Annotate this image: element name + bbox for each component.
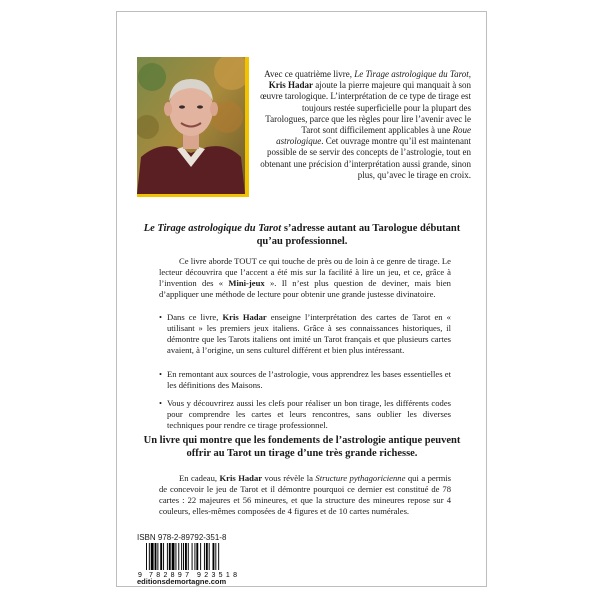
barcode-bar (169, 543, 171, 570)
barcode-digits-left: 782897 (149, 572, 189, 578)
bullet-2 (159, 369, 451, 391)
author-photo (137, 57, 245, 194)
barcode-bar (175, 543, 176, 570)
bullet-1-text-1: Dans ce livre, (167, 312, 223, 322)
barcode-bar (151, 543, 154, 570)
bullet-dot: • (159, 369, 163, 379)
paragraph-2-text-2: vous révèle la (262, 473, 316, 483)
bullet-dot: • (159, 398, 163, 408)
intro-text-3: ajoute la pierre majeure qui manquait à son œuvre tarologique. L’interprétation de ce type de tirage est toujours restée superficielle pour la plupart des Tarologues, parce que les règles pour lire l’avenir avec le Tarot sont difficilement applicables à une (260, 80, 471, 136)
isbn: ISBN 978-2-89792-351-8 (137, 533, 227, 542)
barcode-bar (215, 543, 216, 570)
barcode-bar (183, 543, 184, 570)
barcode-bar (155, 543, 157, 570)
barcode-bar (146, 543, 147, 570)
intro-text (259, 69, 471, 181)
paragraph-2-structure: Structure pythagoricienne (315, 473, 406, 483)
intro-book-title: Le Tirage astrologique du Tarot (354, 69, 469, 79)
paragraph-2-author-name: Kris Hadar (219, 473, 263, 483)
headline-1-title: Le Tirage astrologique du Tarot (143, 223, 282, 234)
barcode-bar (185, 543, 187, 570)
barcode-bar (218, 543, 219, 570)
paragraph-1-text-2: ». Il n’est plus question de deviner, mais bien d’appliquer une méthode de lecture pour obtenir une grande justesse divinatoire. (159, 278, 451, 299)
paragraph-1-mini-jeux: Mini-jeux (228, 278, 265, 288)
bullet-3-text: Vous y découvrirez aussi les clefs pour réaliser un bon tirage, les différents codes pour comprendre les cartes et leurs rencontres, sans oublier les diverses techniques pour rendre ce tirage professionnel. (167, 398, 451, 430)
barcode-digit-first: 9 (138, 572, 142, 578)
barcode-bar (163, 543, 164, 570)
bullet-1-text (167, 312, 451, 356)
intro-author-name: Kris Hadar (268, 80, 314, 91)
paragraph-2-text-3: qui a permis de concevoir le jeu de Tarot et il démontre pourquoi ce dernier est constitué de 78 cartes : 22 majeures et 56 mineures, et que la structure des mineures repose sur 4 couleurs, elles-mêmes composées de 4 figures et de 10 cartes numérales. (159, 473, 451, 516)
barcode-bar (160, 543, 162, 570)
headline-1-text: s’adresse autant au Tarologue débutant qu’au professionnel. (256, 223, 461, 247)
barcode-bar (206, 543, 208, 570)
barcode-bar (157, 543, 158, 570)
barcode-bar (149, 543, 150, 570)
barcode-bar (188, 543, 189, 570)
paragraph-1 (159, 256, 451, 300)
intro-text-2: , (468, 69, 471, 79)
barcode-digits-right: 923518 (197, 572, 237, 578)
barcode-bar (181, 543, 182, 570)
barcode-bar (204, 543, 205, 570)
back-cover (116, 11, 487, 587)
headline-1 (137, 223, 467, 248)
barcode-bar (200, 543, 201, 570)
intro-text-4: . Cet ouvrage montre qu’il est maintenant possible de se servir des concepts de l’astrologie, tout en obtenant une précision d’interprétation aussi grande, sinon plus, qu’avec le tirage en croix. (260, 136, 471, 180)
paragraph-1-text-1: Ce livre aborde TOUT ce qui touche de près ou de loin à ce genre de tirage. Le lecteur découvrira que l’accent a été mis sur la facilité à lire un jeu, et ce, grâce à l’invention des « (159, 256, 451, 288)
barcode-bar (178, 543, 179, 570)
publisher-website: editionsdemortagne.com (137, 577, 227, 586)
paragraph-2 (159, 473, 451, 517)
barcode-bar (194, 543, 195, 570)
author-photo-frame (137, 57, 249, 197)
headline-2: Un livre qui montre que les fondements de l’astrologie antique peuvent offrir au Tarot un tirage d’une très grande richesse. (143, 435, 461, 459)
barcode-bar (167, 543, 168, 570)
bullet-1-text-2: enseigne l’interprétation des cartes de Tarot en « utilisant » les premiers jeux italiens. Grâce à ses connaissances historiques, il démontre que les Tarots italiens ont imité un Tarot français et que plusieurs cartes avaient, à l’origine, un sens culturel différent et bien plus intéressant. (167, 312, 451, 355)
barcode-bar (172, 543, 175, 570)
barcode-bar (209, 543, 210, 570)
intro-text-1: Avec ce quatrième livre, (264, 69, 355, 79)
paragraph-2-text-1: En cadeau, (179, 473, 220, 483)
bullet-1 (159, 312, 451, 356)
barcode-bar (196, 543, 198, 570)
bullet-2-text: En remontant aux sources de l’astrologie, vous apprendrez les bases essentielles et les définitions des Maisons. (167, 369, 451, 390)
barcode-bar (213, 543, 215, 570)
barcode-bar (192, 543, 193, 570)
author-portrait-image (137, 57, 245, 194)
intro-roue-astrologique: Roue astrologique (276, 125, 471, 147)
bullet-dot: • (159, 312, 163, 322)
barcode (137, 542, 249, 578)
bullet-3 (159, 398, 451, 431)
bullet-1-author-name: Kris Hadar (222, 312, 267, 322)
